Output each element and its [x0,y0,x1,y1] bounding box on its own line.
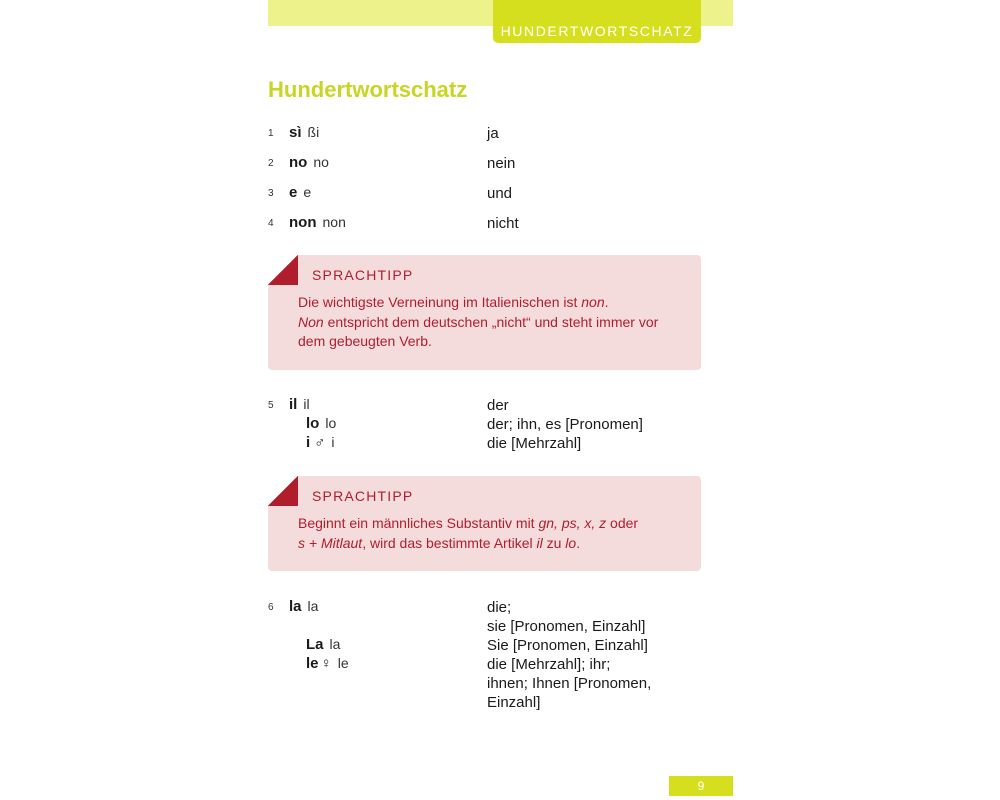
german-translation: Sie [Pronomen, Einzahl] [487,637,648,654]
pronunciation: ßi [307,124,320,140]
tip-heading: SPRACHTIPP [312,488,414,504]
german-translation: Einzahl] [487,694,541,711]
entry-number: 6 [268,602,274,613]
pronunciation: le [337,655,349,671]
entry-number: 4 [268,218,274,229]
feminine-icon: ♀ [320,655,332,672]
tip-text: Beginnt ein männliches Substantiv mit gn, ps, x, z oder s + Mitlaut, wird das bestimmte Artikel il zu lo. [298,515,639,551]
entry-number: 2 [268,158,274,169]
german-translation: die; [487,599,512,616]
section-tab [493,0,701,43]
pronunciation: non [322,214,346,230]
tip-corner-mark [268,476,298,506]
tip-corner-mark [268,255,298,285]
italian-word: sì ßi [289,124,320,141]
entry-number: 5 [268,400,274,411]
german-translation: die [Mehrzahl]; ihr; [487,656,611,673]
pronunciation: i [331,434,335,450]
italian-word: non non [289,214,346,231]
language-tip-box [268,255,701,370]
masculine-icon: ♂ [314,434,326,451]
italian-word: le ♀ le [306,655,349,672]
italian-word: La la [306,636,341,653]
italian-word: i ♂ i [306,434,335,451]
section-tab-label: HUNDERTWORTSCHATZ [500,23,694,39]
pronunciation: il [303,396,310,412]
tip-heading: SPRACHTIPP [312,267,414,283]
page-title: Hundertwortschatz [268,77,468,102]
german-translation: der [487,397,509,414]
german-translation: sie [Pronomen, Einzahl] [487,618,646,635]
tip-text: Die wichtigste Verneinung im Italienischen ist non. Non entspricht dem deutschen „nicht“ und steht immer vor dem gebeugten Verb. [298,294,659,349]
entry-number: 3 [268,188,274,199]
italian-word: il il [289,396,310,413]
pronunciation: e [303,184,312,200]
german-translation: nicht [487,215,519,232]
entry-number: 1 [268,128,274,139]
pronunciation: la [307,598,319,614]
pronunciation: la [329,636,341,652]
italian-word: no no [289,154,329,171]
italian-word: e e [289,184,312,201]
pronunciation: no [313,154,329,170]
page-number: 9 [697,779,705,793]
page-number-tab [669,776,733,796]
italian-word: lo lo [306,415,337,432]
german-translation: und [487,185,513,202]
german-translation: ihnen; Ihnen [Pronomen, [487,675,652,692]
italian-word: la la [289,598,319,615]
pronunciation: lo [325,415,337,431]
language-tip-box [268,476,701,571]
german-translation: die [Mehrzahl] [487,435,582,452]
german-translation: der; ihn, es [Pronomen] [487,416,643,433]
german-translation: ja [487,125,499,142]
german-translation: nein [487,155,516,172]
